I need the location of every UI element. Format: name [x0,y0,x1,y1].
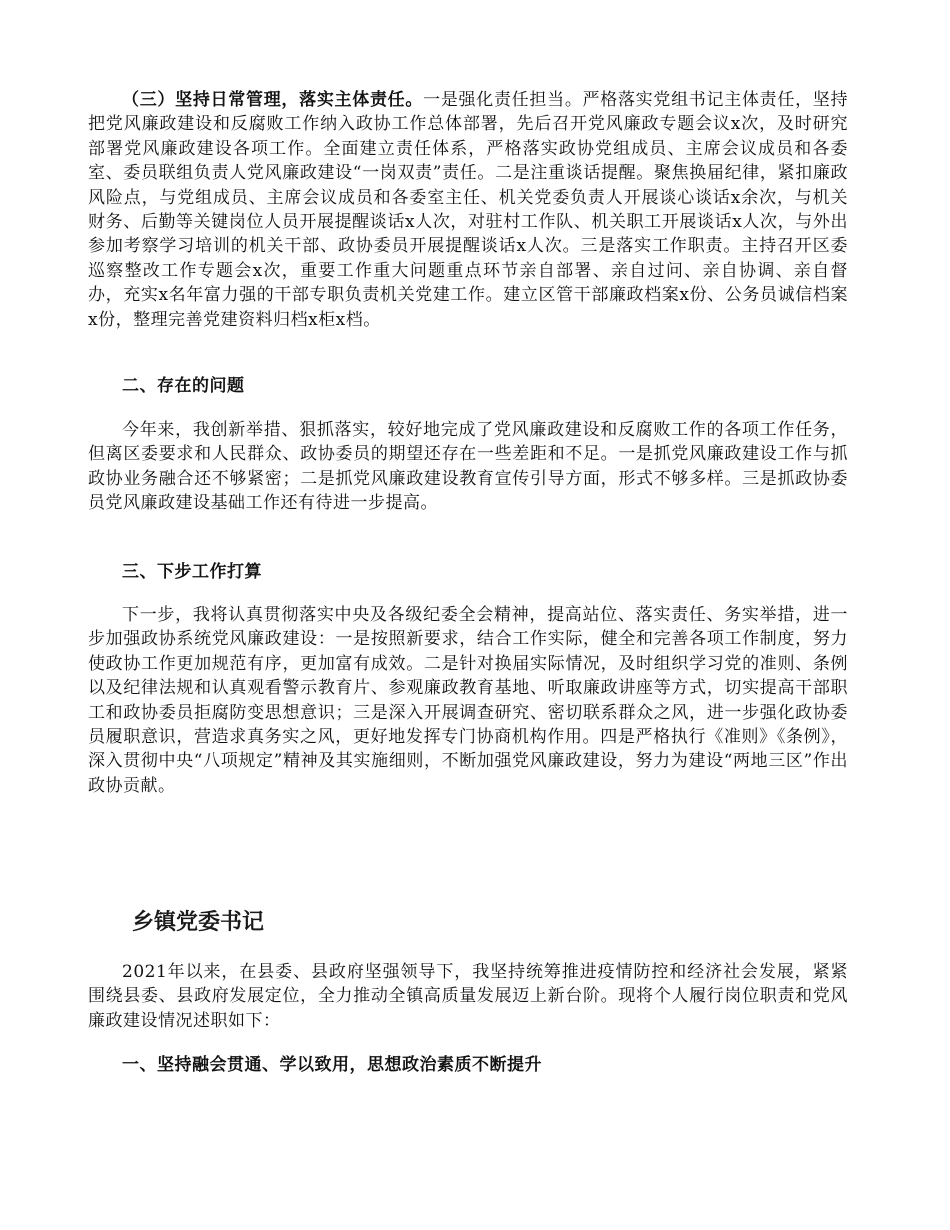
heading-existing-problems: 二、存在的问题 [122,376,245,396]
heading-political-quality: 一、坚持融会贯通、学以致用，思想政治素质不断提升 [122,1055,542,1075]
paragraph-lead: （三）坚持日常管理，落实主体责任。 [122,90,424,110]
paragraph-body: 一是强化责任担当。严格落实党组书记主体责任，坚持把党风廉政建设和反腐败工作纳入政协工作总体部署，先后召开党风廉政专题会议x次，及时研究部署党风廉政建设各项工作。全面建立责任体系，严格落实政协党组成员、主席会议成员和各委室、委员联组负责人党风廉政建设“一岗双责”责任。二是注重谈话提醒。聚焦换届纪律，紧扣廉政风险点，与党组成员、主席会议成员和各委室主任、机关党委负责人开展谈心谈话x余次，与机关财务、后勤等关键岗位人员开展提醒谈话x人次，对驻村工作队、机关职工开展谈话x人次，与外出参加考察学习培训的机关干部、政协委员开展提醒谈话x人次。三是落实工作职责。主持召开区委巡察整改工作专题会x次，重要工作重大问题重点环节亲自部署、亲自过问、亲自协调、亲自督办，充实x名年富力强的干部专职负责机关党建工作。建立区管干部廉政档案x份、公务员诚信档案x份，整理完善党建资料归档x柜x档。 [88,90,849,330]
paragraph-next-steps: 下一步，我将认真贯彻落实中央及各级纪委全会精神，提高站位、落实责任、务实举措，进一步加强政协系统党风廉政建设：一是按照新要求，结合工作实际，健全和完善各项工作制度，努力使政协工作更加规范有序，更加富有成效。二是针对换届实际情况，及时组织学习党的准则、条例以及纪律法规和认真观看警示教育片、参观廉政教育基地、听取廉政讲座等方式，切实提高干部职工和政协委员拒腐防变思想意识；三是深入开展调查研究、密切联系群众之风，进一步强化政协委员履职意识，营造求真务实之风，更好地发挥专门协商机构作用。四是严格执行《准则》《条例》，深入贯彻中央“八项规定”精神及其实施细则，不断加强党风廉政建设，努力为建设“两地三区”作出政协贡献。 [88,605,848,796]
paragraph-daily-management [88,88,848,332]
paragraph-township-intro: 2021年以来，在县委、县政府坚强领导下，我坚持统筹推进疫情防控和经济社会发展，紧紧围绕县委、县政府发展定位，全力推动全镇高质量发展迈上新台阶。现将个人履行岗位职责和党风廉政建设情况述职如下： [88,962,848,1031]
heading-next-steps: 三、下步工作打算 [122,562,262,582]
paragraph-existing-problems: 今年来，我创新举措、狠抓落实，较好地完成了党风廉政建设和反腐败工作的各项工作任务，但离区委要求和人民群众、政协委员的期望还存在一些差距和不足。一是抓党风廉政建设工作与抓政协业务融合还不够紧密；二是抓党风廉政建设教育宣传引导方面，形式不够多样。三是抓政协委员党风廉政建设基础工作还有待进一步提高。 [88,420,848,514]
section-title-township-secretary: 乡镇党委书记 [132,910,265,935]
